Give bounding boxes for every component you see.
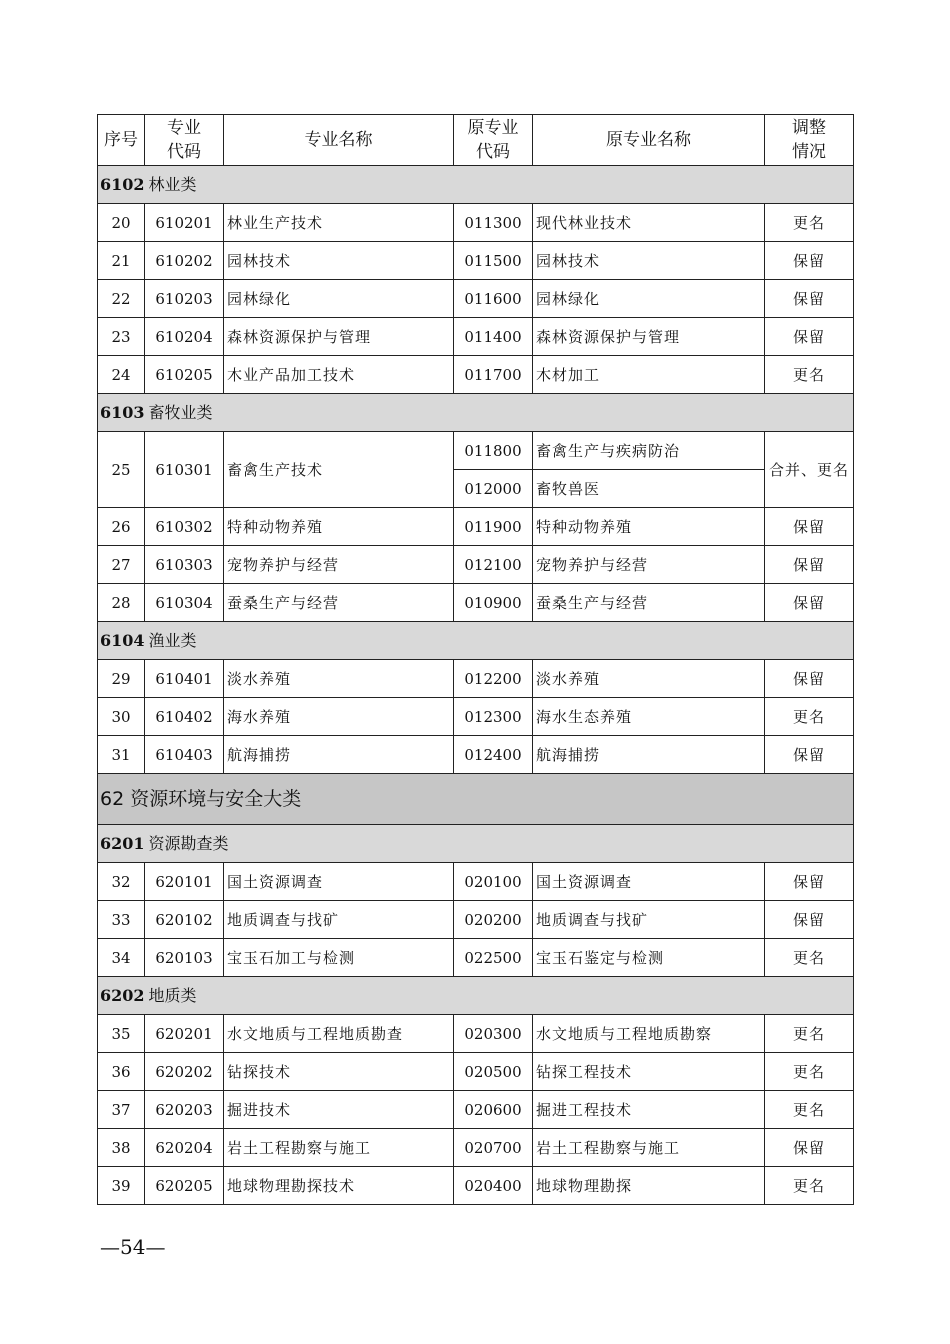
category-code: 6104 — [100, 630, 145, 650]
name-cell: 园林技术 — [224, 242, 454, 280]
seq-cell: 21 — [98, 242, 145, 280]
orig-code-cell: 011700 — [454, 356, 533, 394]
code-cell: 610401 — [145, 660, 224, 698]
orig-name-cell: 地球物理勘探 — [533, 1167, 765, 1205]
seq-cell: 29 — [98, 660, 145, 698]
orig-name-cell: 畜禽生产与疾病防治 — [533, 432, 765, 470]
code-cell: 610205 — [145, 356, 224, 394]
code-cell: 610302 — [145, 508, 224, 546]
seq-cell: 34 — [98, 939, 145, 977]
code-cell: 610304 — [145, 584, 224, 622]
name-cell: 宠物养护与经营 — [224, 546, 454, 584]
orig-name-cell: 水文地质与工程地质勘察 — [533, 1015, 765, 1053]
name-cell: 岩土工程勘察与施工 — [224, 1129, 454, 1167]
name-cell: 森林资源保护与管理 — [224, 318, 454, 356]
table-row — [98, 584, 854, 622]
seq-cell: 39 — [98, 1167, 145, 1205]
name-cell: 航海捕捞 — [224, 736, 454, 774]
status-cell: 更名 — [765, 1053, 854, 1091]
seq-cell: 32 — [98, 863, 145, 901]
orig-code-cell: 020200 — [454, 901, 533, 939]
table-row — [98, 204, 854, 242]
status-cell: 保留 — [765, 546, 854, 584]
orig-name-cell: 岩土工程勘察与施工 — [533, 1129, 765, 1167]
name-cell: 水文地质与工程地质勘查 — [224, 1015, 454, 1053]
majors-table — [97, 114, 854, 1205]
status-cell: 保留 — [765, 863, 854, 901]
name-cell: 海水养殖 — [224, 698, 454, 736]
table-row — [98, 1053, 854, 1091]
name-cell: 淡水养殖 — [224, 660, 454, 698]
seq-cell: 28 — [98, 584, 145, 622]
status-cell: 更名 — [765, 1167, 854, 1205]
code-cell: 610303 — [145, 546, 224, 584]
orig-name-cell: 木材加工 — [533, 356, 765, 394]
table-row — [98, 660, 854, 698]
category-name: 地质类 — [148, 985, 197, 1005]
orig-code-cell: 012000 — [454, 470, 533, 508]
orig-name-cell: 钻探工程技术 — [533, 1053, 765, 1091]
table-row — [98, 280, 854, 318]
category-name: 渔业类 — [148, 630, 197, 650]
status-cell: 更名 — [765, 1015, 854, 1053]
seq-cell: 30 — [98, 698, 145, 736]
orig-name-cell: 特种动物养殖 — [533, 508, 765, 546]
header-seq: 序号 — [98, 115, 145, 166]
status-cell: 更名 — [765, 1091, 854, 1129]
status-cell: 保留 — [765, 1129, 854, 1167]
table-row — [98, 508, 854, 546]
orig-name-cell: 海水生态养殖 — [533, 698, 765, 736]
orig-code-cell: 020700 — [454, 1129, 533, 1167]
seq-cell: 24 — [98, 356, 145, 394]
seq-cell: 25 — [98, 432, 145, 508]
code-cell: 620102 — [145, 901, 224, 939]
orig-code-cell: 020400 — [454, 1167, 533, 1205]
name-cell: 木业产品加工技术 — [224, 356, 454, 394]
table-row — [98, 1167, 854, 1205]
seq-cell: 35 — [98, 1015, 145, 1053]
orig-name-cell: 宠物养护与经营 — [533, 546, 765, 584]
orig-name-cell: 国土资源调查 — [533, 863, 765, 901]
orig-name-cell: 蚕桑生产与经营 — [533, 584, 765, 622]
name-cell: 园林绿化 — [224, 280, 454, 318]
code-cell: 620103 — [145, 939, 224, 977]
table-row — [98, 242, 854, 280]
table-row — [98, 901, 854, 939]
code-cell: 620203 — [145, 1091, 224, 1129]
code-cell: 620204 — [145, 1129, 224, 1167]
major-category-code: 62 — [100, 787, 125, 810]
orig-code-cell: 011900 — [454, 508, 533, 546]
orig-code-cell: 011300 — [454, 204, 533, 242]
header-name: 专业名称 — [224, 115, 454, 166]
code-cell: 610203 — [145, 280, 224, 318]
name-cell: 宝玉石加工与检测 — [224, 939, 454, 977]
orig-code-cell: 020500 — [454, 1053, 533, 1091]
table-row — [98, 736, 854, 774]
orig-code-cell: 012200 — [454, 660, 533, 698]
status-cell: 更名 — [765, 204, 854, 242]
orig-name-cell: 园林绿化 — [533, 280, 765, 318]
category-name: 资源勘查类 — [148, 833, 229, 853]
code-cell: 610301 — [145, 432, 224, 508]
table-row — [98, 1091, 854, 1129]
name-cell: 林业生产技术 — [224, 204, 454, 242]
category-row — [98, 825, 854, 863]
table-header-row — [98, 115, 854, 166]
category-code: 6103 — [100, 402, 145, 422]
name-cell: 畜禽生产技术 — [224, 432, 454, 508]
page-number: —54— — [100, 1235, 166, 1259]
name-cell: 钻探技术 — [224, 1053, 454, 1091]
seq-cell: 27 — [98, 546, 145, 584]
name-cell: 地球物理勘探技术 — [224, 1167, 454, 1205]
seq-cell: 36 — [98, 1053, 145, 1091]
table-row — [98, 1015, 854, 1053]
seq-cell: 31 — [98, 736, 145, 774]
orig-code-cell: 012100 — [454, 546, 533, 584]
orig-name-cell: 园林技术 — [533, 242, 765, 280]
status-cell: 更名 — [765, 939, 854, 977]
status-cell: 合并、更名 — [765, 432, 854, 508]
status-cell: 保留 — [765, 280, 854, 318]
name-cell: 蚕桑生产与经营 — [224, 584, 454, 622]
status-cell: 保留 — [765, 242, 854, 280]
category-row — [98, 622, 854, 660]
code-cell: 620205 — [145, 1167, 224, 1205]
table-row — [98, 318, 854, 356]
orig-code-cell: 010900 — [454, 584, 533, 622]
orig-name-cell: 现代林业技术 — [533, 204, 765, 242]
header-code: 专业 代码 — [145, 115, 224, 166]
orig-name-cell: 掘进工程技术 — [533, 1091, 765, 1129]
code-cell: 610403 — [145, 736, 224, 774]
table-row — [98, 698, 854, 736]
seq-cell: 33 — [98, 901, 145, 939]
orig-code-cell: 011800 — [454, 432, 533, 470]
major-category-name: 资源环境与安全大类 — [130, 787, 302, 810]
category-code: 6202 — [100, 985, 145, 1005]
seq-cell: 20 — [98, 204, 145, 242]
table-row — [98, 939, 854, 977]
name-cell: 掘进技术 — [224, 1091, 454, 1129]
name-cell: 国土资源调查 — [224, 863, 454, 901]
orig-name-cell: 宝玉石鉴定与检测 — [533, 939, 765, 977]
header-status: 调整 情况 — [765, 115, 854, 166]
table-row — [98, 546, 854, 584]
orig-code-cell: 020600 — [454, 1091, 533, 1129]
orig-name-cell: 航海捕捞 — [533, 736, 765, 774]
category-code: 6201 — [100, 833, 145, 853]
category-row — [98, 977, 854, 1015]
orig-name-cell: 森林资源保护与管理 — [533, 318, 765, 356]
status-cell: 保留 — [765, 901, 854, 939]
category-name: 林业类 — [148, 174, 197, 194]
seq-cell: 38 — [98, 1129, 145, 1167]
code-cell: 620202 — [145, 1053, 224, 1091]
code-cell: 610402 — [145, 698, 224, 736]
category-row — [98, 166, 854, 204]
orig-name-cell: 地质调查与找矿 — [533, 901, 765, 939]
orig-code-cell: 011600 — [454, 280, 533, 318]
code-cell: 610202 — [145, 242, 224, 280]
table-row — [98, 356, 854, 394]
orig-code-cell: 020100 — [454, 863, 533, 901]
status-cell: 保留 — [765, 584, 854, 622]
code-cell: 610201 — [145, 204, 224, 242]
orig-name-cell: 淡水养殖 — [533, 660, 765, 698]
orig-code-cell: 011500 — [454, 242, 533, 280]
name-cell: 地质调查与找矿 — [224, 901, 454, 939]
seq-cell: 23 — [98, 318, 145, 356]
status-cell: 保留 — [765, 318, 854, 356]
status-cell: 保留 — [765, 508, 854, 546]
header-orig-code: 原专业 代码 — [454, 115, 533, 166]
table-row — [98, 1129, 854, 1167]
category-row — [98, 394, 854, 432]
category-name: 畜牧业类 — [148, 402, 213, 422]
header-orig-name: 原专业名称 — [533, 115, 765, 166]
status-cell: 更名 — [765, 698, 854, 736]
orig-code-cell: 022500 — [454, 939, 533, 977]
seq-cell: 37 — [98, 1091, 145, 1129]
code-cell: 620101 — [145, 863, 224, 901]
seq-cell: 22 — [98, 280, 145, 318]
table-row — [98, 432, 854, 470]
status-cell: 更名 — [765, 356, 854, 394]
status-cell: 保留 — [765, 736, 854, 774]
orig-code-cell: 011400 — [454, 318, 533, 356]
orig-code-cell: 012400 — [454, 736, 533, 774]
status-cell: 保留 — [765, 660, 854, 698]
orig-code-cell: 012300 — [454, 698, 533, 736]
code-cell: 610204 — [145, 318, 224, 356]
code-cell: 620201 — [145, 1015, 224, 1053]
name-cell: 特种动物养殖 — [224, 508, 454, 546]
orig-code-cell: 020300 — [454, 1015, 533, 1053]
seq-cell: 26 — [98, 508, 145, 546]
category-code: 6102 — [100, 174, 145, 194]
table-row — [98, 863, 854, 901]
major-category-row — [98, 774, 854, 825]
orig-name-cell: 畜牧兽医 — [533, 470, 765, 508]
